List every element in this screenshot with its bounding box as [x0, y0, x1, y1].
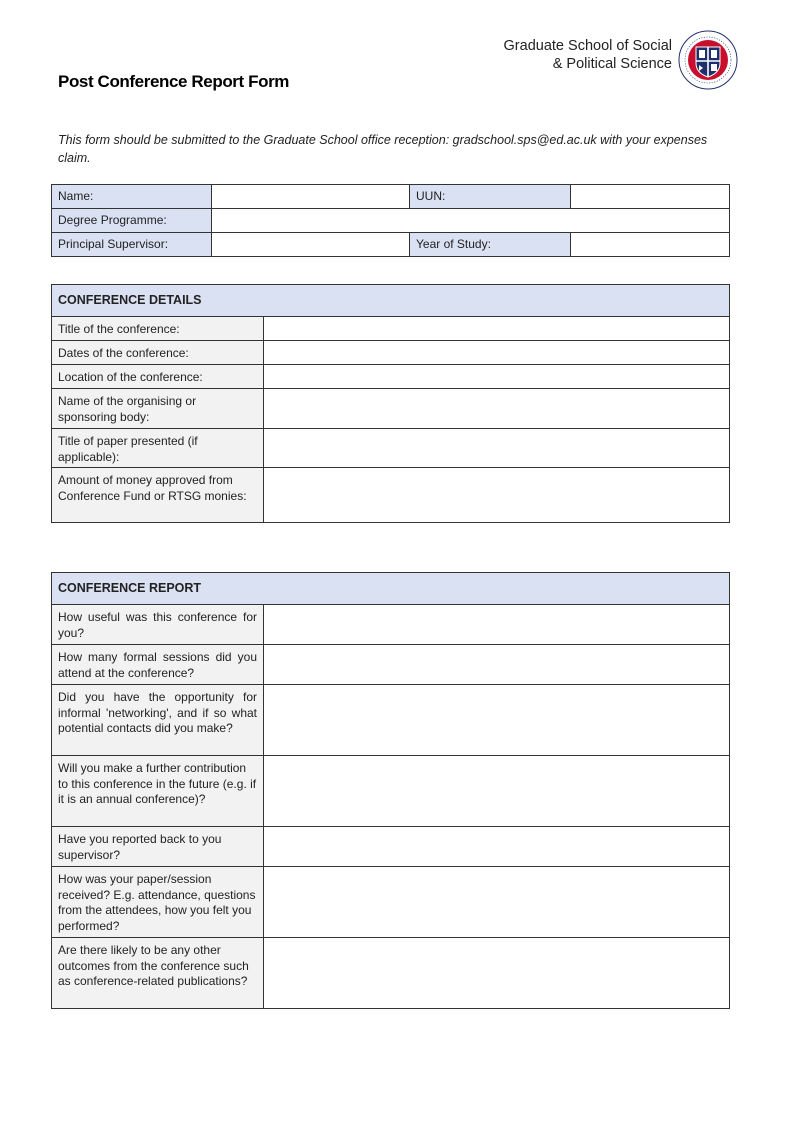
table-row: [52, 429, 730, 468]
uun-label: UUN:: [410, 185, 571, 209]
page-title: Post Conference Report Form: [58, 72, 290, 91]
year-of-study-field[interactable]: [571, 233, 730, 257]
conference-report-heading: CONFERENCE REPORT: [52, 573, 730, 605]
paper-title-label: Title of paper presented (if applicable):: [52, 429, 264, 468]
uun-field[interactable]: [571, 185, 730, 209]
organising-body-field[interactable]: [264, 389, 730, 429]
conference-dates-label: Dates of the conference:: [52, 341, 264, 365]
section-header-row: [52, 573, 730, 605]
conference-details-table: [51, 284, 730, 523]
degree-programme-label: Degree Programme:: [52, 209, 212, 233]
name-label: Name:: [52, 185, 212, 209]
table-row: [52, 341, 730, 365]
networking-answer[interactable]: [264, 685, 730, 756]
principal-supervisor-field[interactable]: [212, 233, 410, 257]
table-row: [52, 468, 730, 523]
organising-body-label: Name of the organising or sponsoring body:: [52, 389, 264, 429]
paper-title-field[interactable]: [264, 429, 730, 468]
school-name: [504, 37, 672, 73]
table-row: [52, 605, 730, 645]
other-outcomes-answer[interactable]: [264, 938, 730, 1009]
school-name-line1: Graduate School of Social: [503, 38, 672, 54]
further-contribution-question: Will you make a further contribution to this conference in the future (e.g. if it is an annual conference)?: [52, 756, 264, 827]
other-outcomes-question: Are there likely to be any other outcomes from the conference such as conference-related publications?: [52, 938, 264, 1009]
table-row: [52, 365, 730, 389]
table-row: [52, 827, 730, 867]
school-name-line2: & Political Science: [552, 56, 672, 72]
money-approved-label: Amount of money approved from Conference Fund or RTSG monies:: [52, 468, 264, 523]
degree-programme-field[interactable]: [212, 209, 730, 233]
conference-report-table: [51, 572, 730, 1009]
networking-question: Did you have the opportunity for informal 'networking', and if so what potential contacts did you make?: [52, 685, 264, 756]
student-info-table: [51, 184, 730, 257]
usefulness-answer[interactable]: [264, 605, 730, 645]
reported-back-answer[interactable]: [264, 827, 730, 867]
sessions-attended-question: How many formal sessions did you attend at the conference?: [52, 645, 264, 685]
sessions-attended-answer[interactable]: [264, 645, 730, 685]
conference-title-field[interactable]: [264, 317, 730, 341]
conference-location-field[interactable]: [264, 365, 730, 389]
table-row: [52, 389, 730, 429]
principal-supervisor-label: Principal Supervisor:: [52, 233, 212, 257]
table-row: [52, 756, 730, 827]
table-row: [52, 685, 730, 756]
paper-reception-answer[interactable]: [264, 867, 730, 938]
table-row: [52, 209, 730, 233]
table-row: [52, 185, 730, 209]
section-header-row: [52, 285, 730, 317]
usefulness-question: How useful was this conference for you?: [52, 605, 264, 645]
further-contribution-answer[interactable]: [264, 756, 730, 827]
table-row: [52, 938, 730, 1009]
table-row: [52, 645, 730, 685]
year-of-study-label: Year of Study:: [410, 233, 571, 257]
name-field[interactable]: [212, 185, 410, 209]
table-row: [52, 233, 730, 257]
intro-text: This form should be submitted to the Graduate School office reception: gradschool.sps@ed.ac.uk with your expenses claim.: [58, 133, 708, 165]
conference-details-heading: CONFERENCE DETAILS: [52, 285, 730, 317]
reported-back-question: Have you reported back to you supervisor?: [52, 827, 264, 867]
university-crest-icon: [678, 30, 738, 90]
table-row: [52, 867, 730, 938]
conference-title-label: Title of the conference:: [52, 317, 264, 341]
table-row: [52, 317, 730, 341]
money-approved-field[interactable]: [264, 468, 730, 523]
paper-reception-question: How was your paper/session received? E.g. attendance, questions from the attendees, how you felt you performed?: [52, 867, 264, 938]
conference-location-label: Location of the conference:: [52, 365, 264, 389]
conference-dates-field[interactable]: [264, 341, 730, 365]
